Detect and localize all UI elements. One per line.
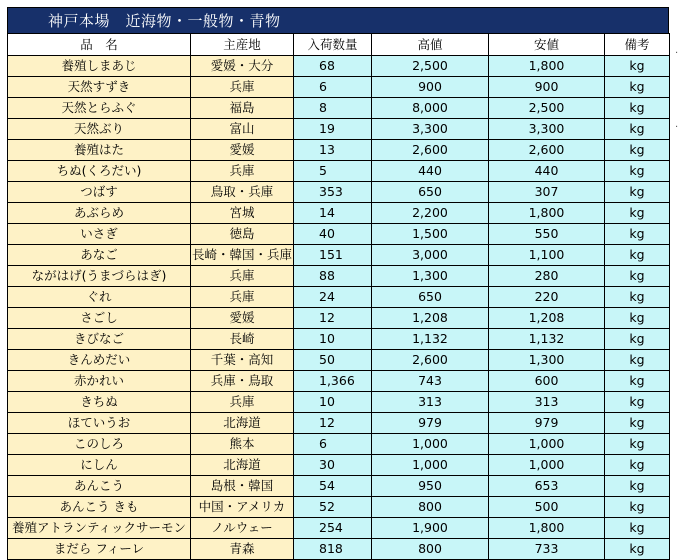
cell-low-price: 900 [489,77,605,98]
cell-high-price: 8,000 [372,98,489,119]
cell-low-price: 3,300 [489,119,605,140]
cell-name: あなご [8,245,191,266]
cell-origin: 鳥取・兵庫 [191,182,294,203]
cell-quantity: 818 [294,539,372,560]
table-row [8,455,670,476]
edge-mark: · [675,122,679,133]
cell-low-price: 1,132 [489,329,605,350]
cell-note: kg [605,245,670,266]
table-row [8,140,670,161]
cell-name: ながはげ(うまづらはぎ) [8,266,191,287]
cell-name: まだら フィーレ [8,539,191,560]
cell-low-price: 307 [489,182,605,203]
cell-name: ぐれ [8,287,191,308]
cell-origin: 青森 [191,539,294,560]
cell-origin: 兵庫 [191,266,294,287]
cell-low-price: 1,000 [489,455,605,476]
cell-origin: ノルウェー [191,518,294,539]
header-note: 備考 [605,34,670,56]
cell-name: いさぎ [8,224,191,245]
cell-low-price: 313 [489,392,605,413]
cell-low-price: 1,300 [489,350,605,371]
table-row [8,203,670,224]
table-row [8,98,670,119]
cell-note: kg [605,350,670,371]
table-row [8,182,670,203]
cell-quantity: 54 [294,476,372,497]
cell-high-price: 950 [372,476,489,497]
cell-origin: 徳島 [191,224,294,245]
cell-quantity: 6 [294,434,372,455]
cell-low-price: 220 [489,287,605,308]
cell-high-price: 900 [372,77,489,98]
cell-high-price: 313 [372,392,489,413]
cell-name: 天然とらふぐ [8,98,191,119]
cell-origin: 兵庫 [191,77,294,98]
cell-name: 養殖しまあじ [8,56,191,77]
cell-note: kg [605,518,670,539]
cell-origin: 兵庫 [191,161,294,182]
cell-origin: 福島 [191,98,294,119]
table-row [8,350,670,371]
cell-origin: 北海道 [191,455,294,476]
cell-name: あぶらめ [8,203,191,224]
cell-origin: 中国・アメリカ [191,497,294,518]
table-row [8,371,670,392]
cell-quantity: 88 [294,266,372,287]
cell-note: kg [605,140,670,161]
table-row [8,392,670,413]
cell-note: kg [605,476,670,497]
cell-quantity: 12 [294,413,372,434]
cell-name: 天然ぶり [8,119,191,140]
cell-name: このしろ [8,434,191,455]
cell-name: 赤かれい [8,371,191,392]
sheet-title: 神戸本場 近海物・一般物・青物 [7,7,669,33]
cell-origin: 長崎 [191,329,294,350]
cell-quantity: 19 [294,119,372,140]
cell-quantity: 1,366 [294,371,372,392]
table-row [8,308,670,329]
table-row [8,245,670,266]
cell-name: あんこう きも [8,497,191,518]
cell-quantity: 52 [294,497,372,518]
cell-note: kg [605,119,670,140]
cell-low-price: 280 [489,266,605,287]
cell-quantity: 68 [294,56,372,77]
cell-low-price: 1,800 [489,518,605,539]
cell-note: kg [605,455,670,476]
cell-note: kg [605,56,670,77]
cell-high-price: 3,300 [372,119,489,140]
table-row [8,518,670,539]
cell-quantity: 13 [294,140,372,161]
cell-high-price: 1,900 [372,518,489,539]
table-row [8,56,670,77]
cell-low-price: 2,500 [489,98,605,119]
cell-quantity: 30 [294,455,372,476]
header-quantity: 入荷数量 [294,34,372,56]
cell-origin: 島根・韓国 [191,476,294,497]
cell-origin: 熊本 [191,434,294,455]
cell-quantity: 151 [294,245,372,266]
cell-quantity: 8 [294,98,372,119]
header-row [8,34,670,56]
cell-low-price: 733 [489,539,605,560]
cell-low-price: 500 [489,497,605,518]
cell-quantity: 10 [294,392,372,413]
cell-high-price: 800 [372,497,489,518]
table-row [8,287,670,308]
cell-low-price: 1,800 [489,56,605,77]
cell-quantity: 14 [294,203,372,224]
cell-note: kg [605,161,670,182]
cell-high-price: 1,500 [372,224,489,245]
header-origin: 主産地 [191,34,294,56]
table-row [8,329,670,350]
cell-note: kg [605,329,670,350]
cell-high-price: 1,000 [372,455,489,476]
cell-name: 養殖アトランティックサーモン [8,518,191,539]
cell-origin: 兵庫・鳥取 [191,371,294,392]
cell-origin: 兵庫 [191,287,294,308]
table-row [8,161,670,182]
cell-note: kg [605,413,670,434]
cell-origin: 長崎・韓国・兵庫 [191,245,294,266]
cell-note: kg [605,203,670,224]
cell-high-price: 440 [372,161,489,182]
cell-name: ほていうお [8,413,191,434]
cell-quantity: 353 [294,182,372,203]
cell-quantity: 5 [294,161,372,182]
cell-name: きちぬ [8,392,191,413]
cell-note: kg [605,266,670,287]
cell-high-price: 650 [372,287,489,308]
cell-high-price: 2,500 [372,56,489,77]
cell-high-price: 1,000 [372,434,489,455]
cell-quantity: 24 [294,287,372,308]
cell-note: kg [605,182,670,203]
table-row [8,224,670,245]
table-row [8,539,670,560]
cell-low-price: 1,100 [489,245,605,266]
cell-name: さごし [8,308,191,329]
header-high-price: 高値 [372,34,489,56]
cell-name: あんこう [8,476,191,497]
cell-note: kg [605,497,670,518]
header-low-price: 安値 [489,34,605,56]
header-name: 品 名 [8,34,191,56]
price-sheet [7,7,669,560]
cell-name: 天然すずき [8,77,191,98]
cell-note: kg [605,98,670,119]
table-row [8,434,670,455]
cell-origin: 愛媛 [191,140,294,161]
cell-high-price: 2,600 [372,350,489,371]
cell-name: 養殖はた [8,140,191,161]
cell-low-price: 653 [489,476,605,497]
cell-note: kg [605,77,670,98]
cell-low-price: 600 [489,371,605,392]
cell-name: にしん [8,455,191,476]
cell-high-price: 2,600 [372,140,489,161]
cell-quantity: 40 [294,224,372,245]
cell-origin: 富山 [191,119,294,140]
cell-note: kg [605,539,670,560]
cell-note: kg [605,371,670,392]
cell-origin: 宮城 [191,203,294,224]
cell-name: ちぬ(くろだい) [8,161,191,182]
cell-low-price: 1,800 [489,203,605,224]
edge-mark: · [675,48,679,59]
cell-low-price: 2,600 [489,140,605,161]
cell-note: kg [605,392,670,413]
cell-high-price: 743 [372,371,489,392]
cell-name: きびなご [8,329,191,350]
price-table [7,33,670,560]
table-row [8,476,670,497]
cell-origin: 北海道 [191,413,294,434]
cell-high-price: 3,000 [372,245,489,266]
cell-origin: 愛媛・大分 [191,56,294,77]
cell-origin: 兵庫 [191,392,294,413]
cell-note: kg [605,308,670,329]
cell-high-price: 1,208 [372,308,489,329]
cell-low-price: 979 [489,413,605,434]
cell-note: kg [605,287,670,308]
table-row [8,266,670,287]
table-row [8,497,670,518]
cell-high-price: 800 [372,539,489,560]
cell-low-price: 1,208 [489,308,605,329]
cell-name: つばす [8,182,191,203]
table-row [8,413,670,434]
cell-low-price: 1,000 [489,434,605,455]
cell-name: きんめだい [8,350,191,371]
cell-origin: 千葉・高知 [191,350,294,371]
table-body [8,56,670,560]
cell-low-price: 440 [489,161,605,182]
cell-origin: 愛媛 [191,308,294,329]
cell-high-price: 1,300 [372,266,489,287]
cell-high-price: 650 [372,182,489,203]
cell-quantity: 254 [294,518,372,539]
table-row [8,119,670,140]
cell-low-price: 550 [489,224,605,245]
cell-high-price: 979 [372,413,489,434]
cell-quantity: 10 [294,329,372,350]
cell-quantity: 6 [294,77,372,98]
table-row [8,77,670,98]
cell-quantity: 50 [294,350,372,371]
cell-note: kg [605,224,670,245]
cell-note: kg [605,434,670,455]
cell-high-price: 2,200 [372,203,489,224]
cell-quantity: 12 [294,308,372,329]
cell-high-price: 1,132 [372,329,489,350]
